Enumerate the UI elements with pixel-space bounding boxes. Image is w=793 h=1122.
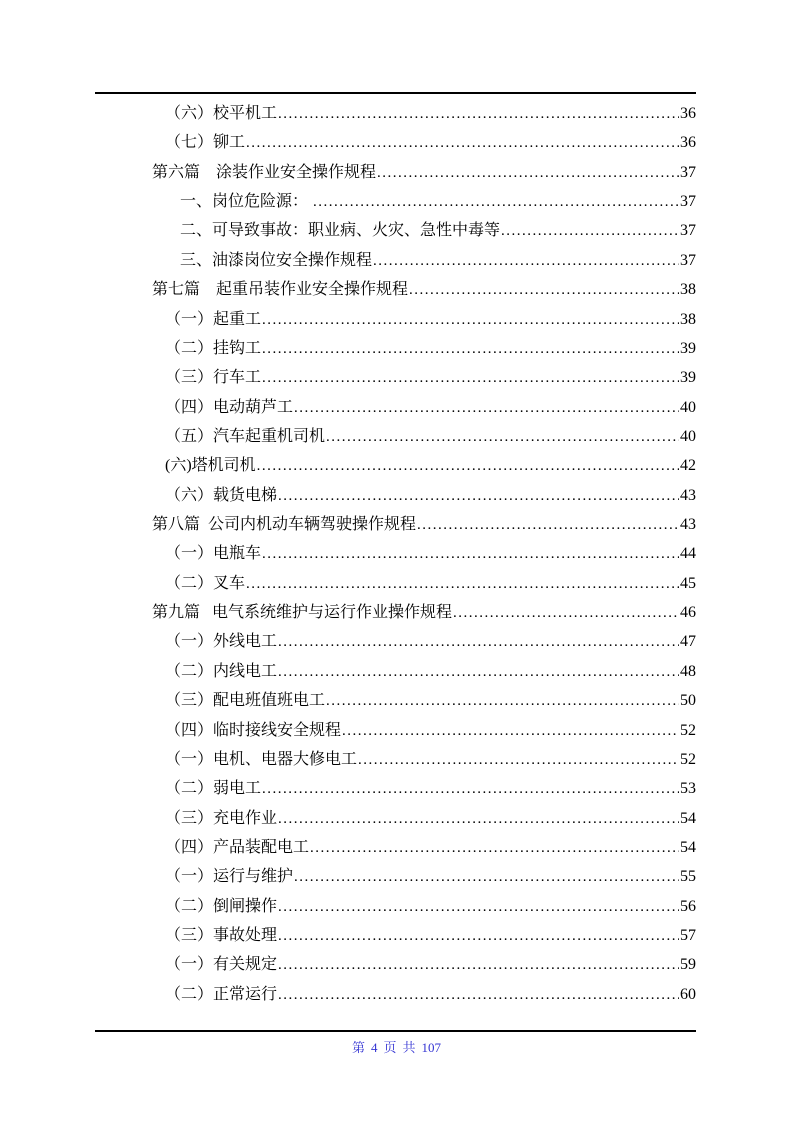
- toc-entry-text: （七）铆工: [165, 134, 246, 152]
- table-of-contents: [95, 99, 696, 1009]
- toc-entry-text: （四）临时接线安全规程: [165, 721, 342, 739]
- toc-entry-text: （二）正常运行: [165, 985, 278, 1003]
- toc-entry-text: (六)塔机司机: [165, 457, 256, 475]
- toc-entry-page: 37: [680, 222, 696, 240]
- toc-dot-leader: [278, 980, 679, 1010]
- toc-entry-page: 37: [680, 193, 696, 211]
- toc-entry-text: （三）行车工: [165, 369, 262, 387]
- toc-entry-page: 39: [680, 339, 696, 357]
- toc-dot-leader: [278, 921, 679, 951]
- toc-dot-leader: [326, 422, 679, 452]
- toc-entry-page: 42: [680, 457, 696, 475]
- header-rule: [95, 92, 696, 94]
- toc-entry[interactable]: [95, 275, 696, 304]
- page-footer: [0, 1038, 793, 1058]
- toc-entry-text: （四）产品装配电工: [165, 838, 310, 856]
- toc-entry-text: 第六篇 涂装作业安全操作规程: [152, 163, 377, 181]
- toc-entry-text: 第八篇 公司内机动车辆驾驶操作规程: [152, 516, 417, 534]
- toc-entry[interactable]: [95, 334, 696, 363]
- toc-dot-leader: [501, 216, 679, 246]
- toc-entry[interactable]: [95, 657, 696, 686]
- toc-dot-leader: [278, 804, 679, 834]
- toc-entry[interactable]: [95, 305, 696, 334]
- toc-dot-leader: [294, 393, 679, 423]
- toc-entry[interactable]: [95, 833, 696, 862]
- toc-entry-text: （三）配电班值班电工: [165, 692, 326, 710]
- toc-entry[interactable]: [95, 363, 696, 392]
- toc-entry-text: 三、油漆岗位安全操作规程: [180, 251, 373, 269]
- toc-entry-page: 38: [680, 310, 696, 328]
- toc-entry-text: 第七篇 起重吊装作业安全操作规程: [152, 281, 409, 299]
- toc-dot-leader: [257, 451, 679, 481]
- toc-entry[interactable]: [95, 980, 696, 1009]
- toc-entry-text: （一）电机、电器大修电工: [165, 750, 358, 768]
- toc-entry[interactable]: [95, 686, 696, 715]
- toc-dot-leader: [278, 657, 679, 687]
- toc-dot-leader: [278, 950, 679, 980]
- toc-entry[interactable]: [95, 921, 696, 950]
- toc-dot-leader: [409, 275, 679, 305]
- toc-entry-page: 50: [680, 692, 696, 710]
- toc-entry-page: 60: [680, 985, 696, 1003]
- toc-entry-text: （五）汽车起重机司机: [165, 427, 326, 445]
- toc-entry[interactable]: [95, 716, 696, 745]
- toc-dot-leader: [262, 363, 679, 393]
- toc-entry-page: 55: [680, 868, 696, 886]
- toc-dot-leader: [278, 892, 679, 922]
- toc-entry-text: （四）电动葫芦工: [165, 398, 294, 416]
- toc-dot-leader: [262, 305, 679, 335]
- toc-entry-page: 48: [680, 662, 696, 680]
- toc-dot-leader: [294, 862, 679, 892]
- toc-entry[interactable]: [95, 862, 696, 891]
- toc-entry[interactable]: [95, 128, 696, 157]
- toc-dot-leader: [310, 833, 679, 863]
- toc-entry[interactable]: [95, 892, 696, 921]
- toc-dot-leader: [417, 510, 679, 540]
- toc-entry[interactable]: [95, 598, 696, 627]
- toc-entry-page: 36: [680, 105, 696, 122]
- toc-entry-text: （二）叉车: [165, 574, 246, 592]
- toc-dot-leader: [278, 481, 679, 511]
- toc-dot-leader: [342, 716, 679, 746]
- toc-entry-page: 52: [680, 750, 696, 768]
- toc-entry[interactable]: [95, 510, 696, 539]
- toc-entry-page: 37: [680, 163, 696, 181]
- toc-entry-text: 一、岗位危险源：: [180, 193, 313, 211]
- toc-dot-leader: [377, 158, 679, 188]
- toc-entry[interactable]: [95, 99, 696, 128]
- toc-entry-page: 40: [680, 427, 696, 445]
- toc-dot-leader: [453, 598, 679, 628]
- toc-dot-leader: [262, 539, 679, 569]
- footer-current-page: 4: [370, 1040, 378, 1055]
- toc-entry-text: 二、可导致事故：职业病、火灾、急性中毒等: [180, 222, 501, 240]
- toc-entry[interactable]: [95, 745, 696, 774]
- toc-entry-page: 38: [680, 281, 696, 299]
- toc-entry-text: （六）载货电梯: [165, 486, 278, 504]
- toc-dot-leader: [373, 246, 679, 276]
- toc-entry[interactable]: [95, 422, 696, 451]
- toc-entry[interactable]: [95, 539, 696, 568]
- toc-entry-text: （一）运行与维护: [165, 868, 294, 886]
- toc-dot-leader: [326, 686, 679, 716]
- toc-entry-page: 53: [680, 780, 696, 798]
- toc-entry-page: 36: [680, 134, 696, 152]
- toc-entry-text: （一）电瓶车: [165, 545, 262, 563]
- toc-entry[interactable]: [95, 950, 696, 979]
- toc-entry-page: 45: [680, 574, 696, 592]
- toc-entry-page: 40: [680, 398, 696, 416]
- toc-entry-page: 59: [680, 956, 696, 974]
- toc-entry-text: （三）充电作业: [165, 809, 278, 827]
- toc-dot-leader: [262, 774, 679, 804]
- toc-entry-page: 54: [680, 838, 696, 856]
- toc-entry-text: （三）事故处理: [165, 927, 278, 945]
- footer-page-label: 页: [383, 1040, 397, 1055]
- toc-entry[interactable]: [95, 804, 696, 833]
- footer-total-label: 共: [402, 1040, 416, 1055]
- toc-dot-leader: [278, 99, 679, 129]
- footer-total-pages: 107: [421, 1040, 442, 1055]
- toc-entry-page: 57: [680, 927, 696, 945]
- toc-entry[interactable]: [95, 187, 696, 216]
- toc-entry-text: 第九篇 电气系统维护与运行作业操作规程: [152, 604, 453, 622]
- toc-entry[interactable]: [95, 393, 696, 422]
- toc-dot-leader: [262, 334, 679, 364]
- toc-entry-page: 37: [680, 251, 696, 269]
- toc-entry-text: （六）校平机工: [165, 105, 278, 122]
- toc-entry-page: 46: [680, 604, 696, 622]
- toc-entry-text: （一）外线电工: [165, 633, 278, 651]
- toc-entry-page: 54: [680, 809, 696, 827]
- toc-entry-text: （二）挂钩工: [165, 339, 262, 357]
- toc-dot-leader: [246, 128, 679, 158]
- toc-entry-page: 56: [680, 897, 696, 915]
- toc-entry-page: 43: [680, 516, 696, 534]
- toc-entry-page: 52: [680, 721, 696, 739]
- toc-entry-text: （二）内线电工: [165, 662, 278, 680]
- toc-entry[interactable]: [95, 451, 696, 480]
- toc-entry[interactable]: [95, 246, 696, 275]
- toc-entry-page: 39: [680, 369, 696, 387]
- toc-dot-leader: [358, 745, 679, 775]
- toc-entry[interactable]: [95, 569, 696, 598]
- toc-entry[interactable]: [95, 481, 696, 510]
- toc-entry-text: （二）倒闸操作: [165, 897, 278, 915]
- toc-entry-text: （一）起重工: [165, 310, 262, 328]
- toc-entry-page: 47: [680, 633, 696, 651]
- toc-entry[interactable]: [95, 158, 696, 187]
- toc-entry[interactable]: [95, 774, 696, 803]
- toc-entry-text: （一）有关规定: [165, 956, 278, 974]
- footer-rule: [95, 1030, 696, 1032]
- toc-entry-page: 44: [680, 545, 696, 563]
- toc-entry-text: （二）弱电工: [165, 780, 262, 798]
- toc-dot-leader: [313, 187, 679, 217]
- toc-entry[interactable]: [95, 627, 696, 656]
- footer-prefix-label: 第: [351, 1040, 365, 1055]
- toc-dot-leader: [246, 569, 679, 599]
- toc-dot-leader: [278, 627, 679, 657]
- toc-entry[interactable]: [95, 216, 696, 245]
- toc-entry-page: 43: [680, 486, 696, 504]
